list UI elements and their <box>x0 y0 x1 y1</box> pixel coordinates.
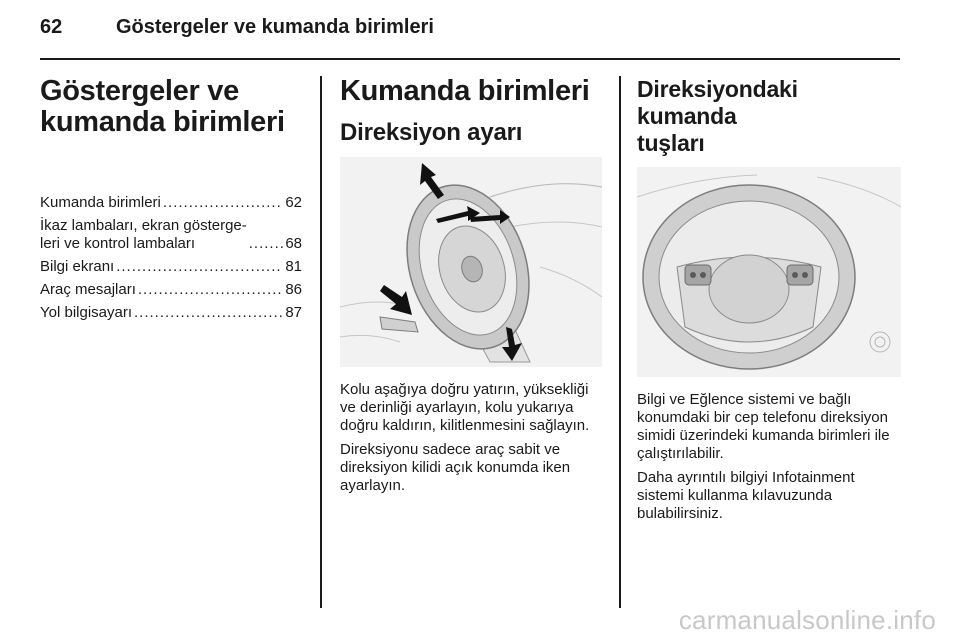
toc-entry-label: Kumanda birimleri <box>40 194 161 211</box>
toc-entry[interactable] <box>40 258 302 276</box>
toc-entry-label: Araç mesajları <box>40 281 136 298</box>
toc-leader-dots <box>134 304 283 322</box>
subsection-title: Direksiyon ayarı <box>340 119 523 146</box>
body-paragraph: Direksiyonu sadece araç sabit ve direksiyon kilidi açık konumda iken ayarlayın. <box>340 441 571 494</box>
header-rule <box>40 58 900 60</box>
table-of-contents <box>40 194 302 322</box>
page-number: 62 <box>40 16 63 38</box>
toc-entry[interactable] <box>40 194 302 212</box>
column-divider-2 <box>619 76 621 608</box>
column-divider-1 <box>320 76 322 608</box>
steering-adjustment-illustration <box>340 157 602 367</box>
toc-entry[interactable] <box>40 217 302 253</box>
toc-entry-page: 87 <box>285 304 302 321</box>
toc-entry-label: Yol bilgisayarı <box>40 304 132 321</box>
toc-entry-label: Bilgi ekranı <box>40 258 115 275</box>
chapter-title: Göstergeler ve kumanda birimleri <box>40 75 285 138</box>
watermark: carmanualsonline.info <box>678 605 936 635</box>
toc-entry-page: 86 <box>285 281 302 298</box>
column-steering-controls <box>637 76 901 523</box>
column-steering-adjustment <box>340 76 602 495</box>
toc-leader-dots <box>138 281 283 299</box>
section-title: Direksiyondaki kumanda tuşları <box>637 76 798 156</box>
section-title: Kumanda birimleri <box>340 75 590 107</box>
toc-entry-page: 62 <box>285 194 302 211</box>
toc-entry-page: 81 <box>285 258 302 275</box>
running-head: Göstergeler ve kumanda birimleri <box>116 16 434 38</box>
body-paragraph: Bilgi ve Eğlence sistemi ve bağlı konumdaki bir cep telefonu direksiyon simidi üzerindeki kumanda birimleri ile çalıştırılabilir. <box>637 391 890 462</box>
toc-entry-page: 68 <box>285 235 302 252</box>
toc-entry-label: İkaz lambaları, ekran gösterge- leri ve kontrol lambaları <box>40 217 247 252</box>
steering-wheel-controls-illustration <box>637 167 901 377</box>
body-paragraph: Kolu aşağıya doğru yatırın, yüksekliği ve derinliği ayarlayın, kolu yukarıya doğru kaldırın, kilitlenmesini sağlayın. <box>340 381 590 434</box>
toc-leader-dots <box>116 258 283 276</box>
column-chapter-contents <box>40 76 302 327</box>
toc-leader-dots <box>163 194 283 212</box>
toc-entry[interactable] <box>40 304 302 322</box>
body-paragraph: Daha ayrıntılı bilgiyi Infotainment sistemi kullanma kılavuzunda bulabilirsiniz. <box>637 469 855 522</box>
toc-entry[interactable] <box>40 281 302 299</box>
toc-leader-dots <box>249 235 284 253</box>
